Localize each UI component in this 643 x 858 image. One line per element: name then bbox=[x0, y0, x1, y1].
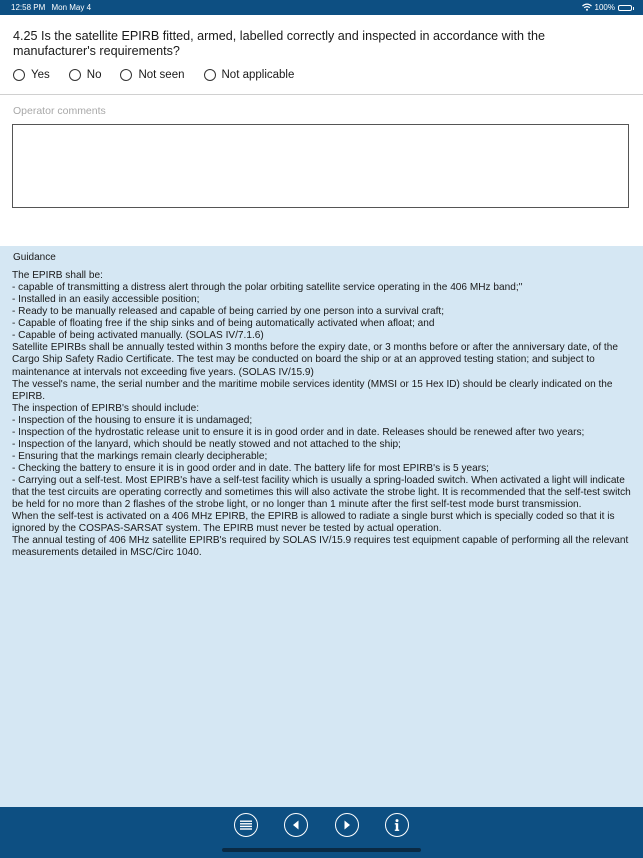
battery-percent: 100% bbox=[594, 3, 615, 12]
option-not-applicable[interactable] bbox=[204, 69, 295, 81]
question-text: 4.25 Is the satellite EPIRB fitted, armed, labelled correctly and inspected in accordance with the manufacturer's requirements? bbox=[13, 29, 546, 58]
option-label: No bbox=[86, 69, 102, 81]
guidance-title: Guidance bbox=[13, 252, 56, 263]
status-time: 12:58 PM bbox=[11, 3, 46, 12]
radio-icon[interactable] bbox=[13, 69, 25, 81]
answer-options bbox=[13, 69, 313, 81]
status-left bbox=[11, 3, 95, 12]
guidance-panel bbox=[0, 246, 643, 807]
comments-input[interactable] bbox=[12, 124, 629, 208]
radio-icon[interactable] bbox=[69, 69, 81, 81]
previous-icon[interactable] bbox=[284, 813, 308, 837]
next-icon[interactable] bbox=[335, 813, 359, 837]
info-icon[interactable] bbox=[385, 813, 409, 837]
radio-icon[interactable] bbox=[204, 69, 216, 81]
divider bbox=[0, 94, 643, 95]
home-indicator bbox=[222, 848, 421, 852]
comments-label: Operator comments bbox=[13, 105, 106, 117]
list-icon[interactable] bbox=[234, 813, 258, 837]
option-label: Not seen bbox=[138, 69, 185, 81]
option-yes[interactable] bbox=[13, 69, 50, 81]
battery-icon bbox=[618, 5, 632, 11]
option-label: Not applicable bbox=[221, 69, 295, 81]
option-label: Yes bbox=[31, 69, 50, 81]
radio-icon[interactable] bbox=[120, 69, 132, 81]
status-bar bbox=[0, 0, 643, 15]
option-no[interactable] bbox=[69, 69, 102, 81]
wifi-icon bbox=[582, 3, 592, 13]
status-date: Mon May 4 bbox=[51, 3, 92, 12]
guidance-body: The EPIRB shall be: - capable of transmitting a distress alert through the polar orbiting satellite service operating in the 406 MHz band;'' - Installed in an easily accessible position; - Ready to be manually released and capable of being carried by one person into a survival craft; - Capable of floating free if the ship sinks and of being automatically activated when afloat; and - Capable of being activated manually. (SOLAS IV/7.1.6) Satellite EPIRBs shall be annually tested within 3 months before the expiry date, or 3 months before or after the anniversary date, of the Cargo Ship Safety Radio Certificate. The test may be conducted on board the ship or at an approved testing station; and subject to maintenance at intervals not exceeding five years. (SOLAS IV/15.9) The vessel's name, the serial number and the maritime mobile services identity (MMSI or 15 Hex ID) should be clearly indicated on the EPIRB. The inspection of EPIRB's should include: - Inspection of the housing to ensure it is undamaged; - Inspection of the hydrostatic release unit to ensure it is in good order and in date. Releases should be renewed after two years; - Inspection of the lanyard, which should be neatly stowed and not attached to the ship; - Ensuring that the markings remain clearly decipherable; - Checking the battery to ensure it is in good order and in date. The battery life for most EPIRB's is 5 years; - Carrying out a self-test. Most EPIRB's have a self-test facility which is usually a spring-loaded switch. When activated a light will indicate that the test circuits are operating correctly and sometimes this will also activate the strobe light. It is recommended that the self-test switch be held for no more than 2 flashes of the strobe light, or no longer than 1 minute after the first self-test mode burst transmission. When the self-test is activated on a 406 MHz EPIRB, the EPIRB is allowed to radiate a single burst which is specially coded so that it is ignored by the COSPAS-SARSAT system. The EPIRB must never be tested by actual operation. The annual testing of 406 MHz satellite EPIRB's required by SOLAS IV/15.9 requires test equipment capable of performing all the relevant measurements detailed in MSC/Circ 1040. bbox=[12, 270, 631, 559]
option-not-seen[interactable] bbox=[120, 69, 184, 81]
status-right bbox=[582, 3, 632, 13]
